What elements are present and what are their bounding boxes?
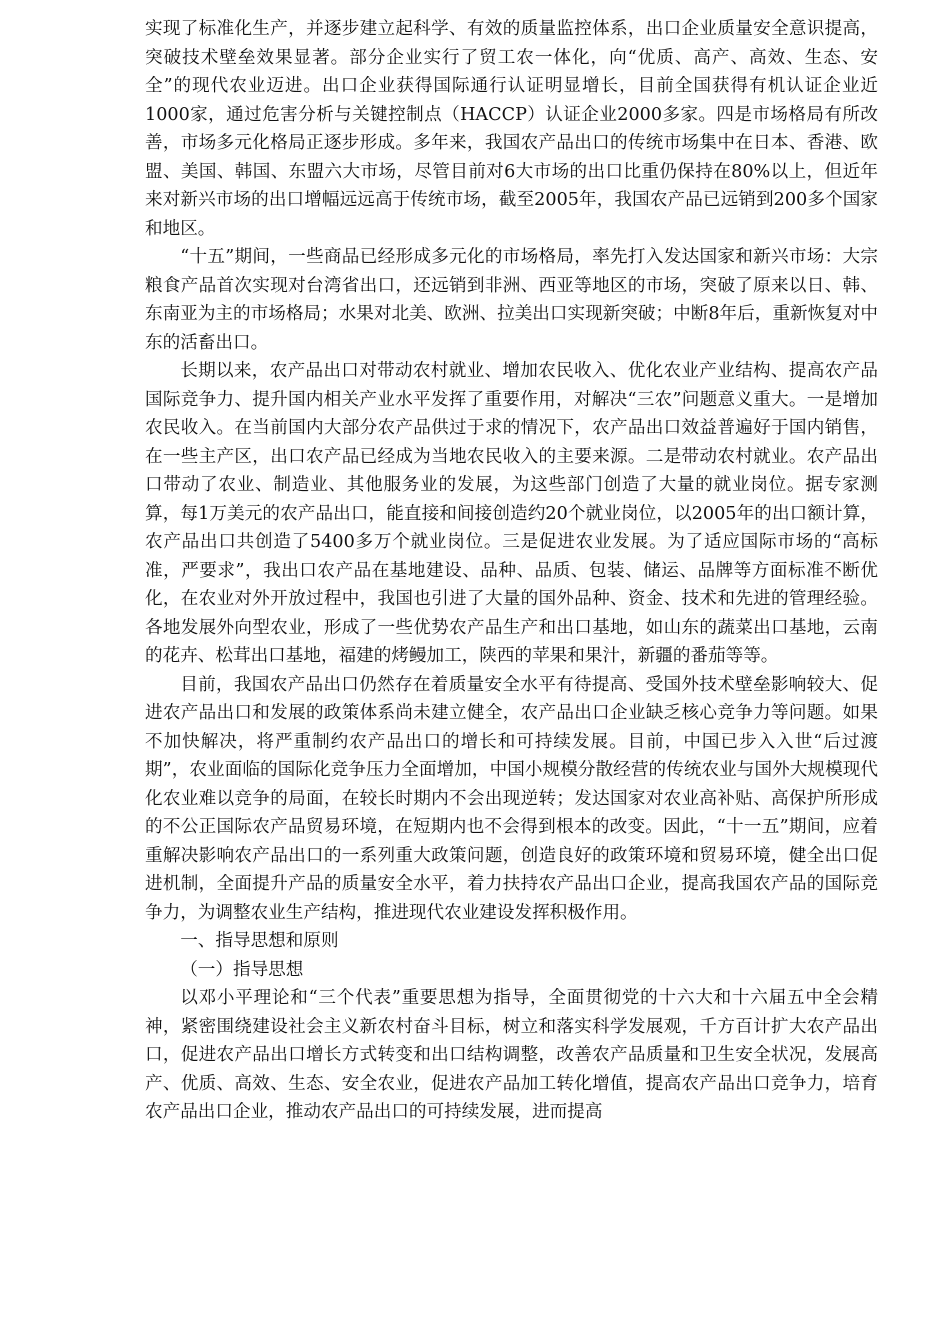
document-page: [145, 15, 878, 1127]
paragraph-export-impact: 长期以来，农产品出口对带动农村就业、增加农民收入、优化农业产业结构、提高农产品国际竞争力、提升国内相关产业水平发挥了重要作用，对解决“三农”问题意义重大。一是增加农民收入。在当前国内大部分农产品供过于求的情况下，农产品出口效益普遍好于国内销售，在一些主产区，出口农产品已经成为当地农民收入的主要来源。二是带动农村就业。农产品出口带动了农业、制造业、其他服务业的发展，为这些部门创造了大量的就业岗位。据专家测算，每1万美元的农产品出口，能直接和间接创造约20个就业岗位，以2005年的出口额计算，农产品出口共创造了5400多万个就业岗位。三是促进农业发展。为了适应国际市场的“高标准，严要求”，我出口农产品在基地建设、品种、品质、包装、储运、品牌等方面标准不断优化，在农业对外开放过程中，我国也引进了大量的国外品种、资金、技术和先进的管理经验。各地发展外向型农业，形成了一些优势农产品生产和出口基地，如山东的蔬菜出口基地，云南的花卉、松茸出口基地，福建的烤鳗加工，陕西的苹果和果汁，新疆的番茄等等。: [145, 361, 878, 666]
section-heading: 一、指导思想和原则: [180, 931, 339, 951]
paragraph-tenth-five-year: “十五”期间，一些商品已经形成多元化的市场格局，率先打入发达国家和新兴市场：大宗粮食产品首次实现对台湾省出口，还远销到非洲、西亚等地区的市场，突破了原来以日、韩、东南亚为主的市场格局；水果对北美、欧洲、拉美出口实现新突破；中断8年后，重新恢复对中东的活畜出口。: [145, 247, 878, 353]
paragraph-quality-and-markets: 实现了标准化生产，并逐步建立起科学、有效的质量监控体系，出口企业质量安全意识提高，突破技术壁垒效果显著。部分企业实行了贸工农一体化，向“优质、高产、高效、生态、安全”的现代农业迈进。出口企业获得国际通行认证明显增长，目前全国获得有机认证企业近1000家，通过危害分析与关键控制点（HACCP）认证企业2000多家。四是市场格局有所改善，市场多元化格局正逐步形成。多年来，我国农产品出口的传统市场集中在日本、香港、欧盟、美国、韩国、东盟六大市场，尽管目前对6大市场的出口比重仍保持在80%以上，但近年来对新兴市场的出口增幅远远高于传统市场，截至2005年，我国农产品已远销到200多个国家和地区。: [145, 19, 878, 239]
subsection-heading: （一）指导思想: [180, 959, 304, 980]
paragraph-current-problems: 目前，我国农产品出口仍然存在着质量安全水平有待提高、受国外技术壁垒影响较大、促进农产品出口和发展的政策体系尚未建立健全，农产品出口企业缺乏核心竞争力等问题。如果不加快解决，将严重制约农产品出口的增长和可持续发展。目前，中国已步入入世“后过渡期”，农业面临的国际化竞争压力全面增加，中国小规模分散经营的传统农业与国外大规模现代化农业难以竞争的局面，在较长时期内不会出现逆转；发达国家对农业高补贴、高保护所形成的不公正国际农产品贸易环境，在短期内也不会得到根本的改变。因此，“十一五”期间，应着重解决影响农产品出口的一系列重大政策问题，创造良好的政策环境和贸易环境，健全出口促进机制，全面提升产品的质量安全水平，着力扶持农产品出口企业，提高我国农产品的国际竞争力，为调整农业生产结构，推进现代农业建设发挥积极作用。: [145, 674, 878, 923]
paragraph-guiding-ideology: 以邓小平理论和“三个代表”重要思想为指导，全面贯彻党的十六大和十六届五中全会精神，紧密围绕建设社会主义新农村奋斗目标，树立和落实科学发展观，千方百计扩大农产品出口，促进农产品出口增长方式转变和出口结构调整，改善农产品质量和卫生安全状况，发展高产、优质、高效、生态、安全农业，促进农产品加工转化增值，提高农产品出口竞争力，培育农产品出口企业，推动农产品出口的可持续发展，进而提高: [145, 988, 878, 1122]
